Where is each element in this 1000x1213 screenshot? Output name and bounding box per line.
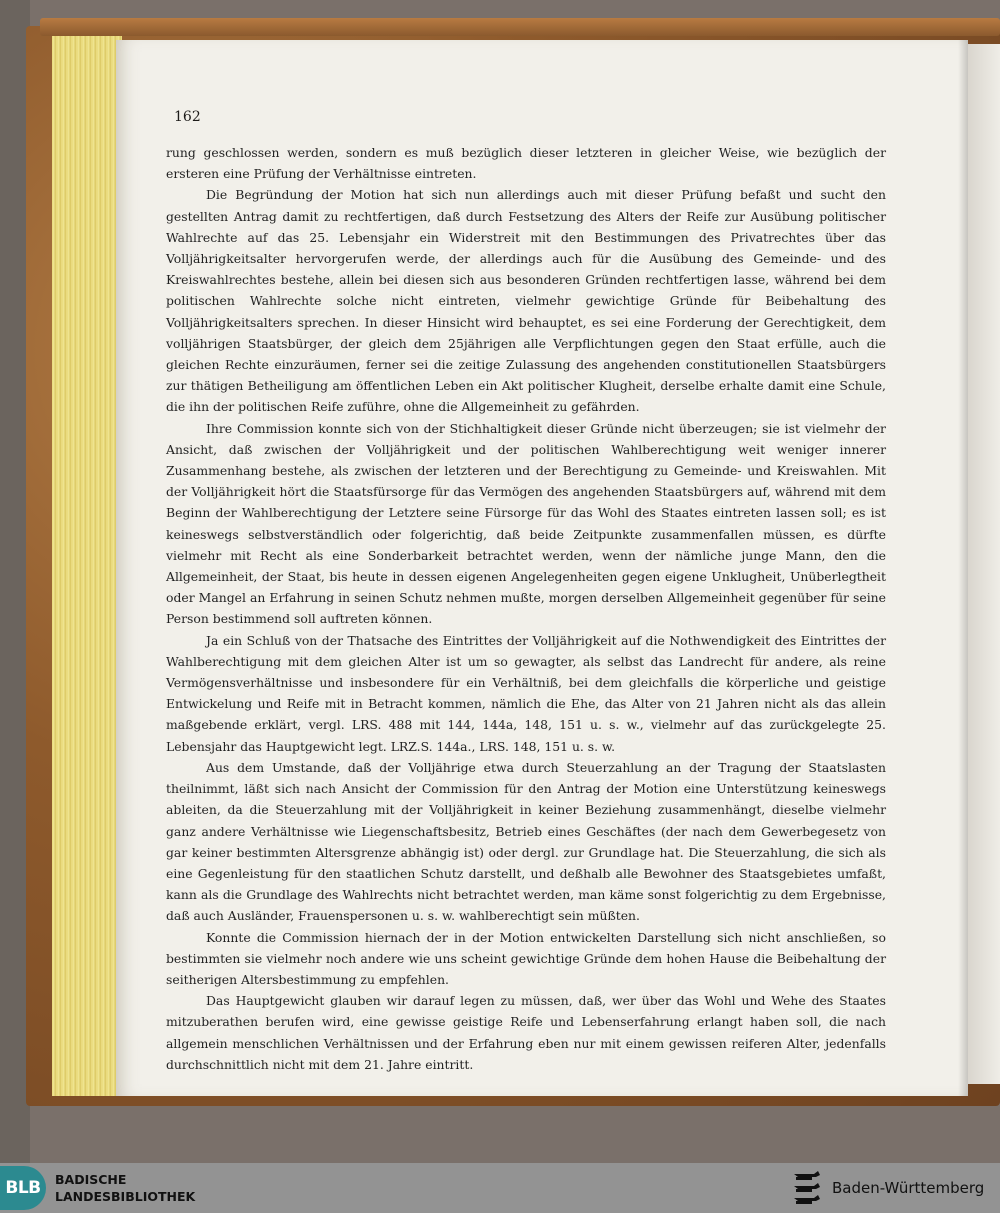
paragraph: Konnte die Commission hiernach der in der Motion entwickelten Darstellung sich nicht anschließen, so bestimmten sie vielmehr noch andere wie uns scheint gewichtige Gründe dem hohen Hause die Beibehaltung der seitherigen Altersbestimmung zu empfehlen.	[166, 929, 886, 987]
blb-logo[interactable]: BLB	[0, 1166, 46, 1210]
paragraph: rung geschlossen werden, sondern es muß bezüglich dieser letzteren in gleicher Weise, wie bezüglich der ersteren eine Prüfung der Verhältnisse eintreten.	[166, 145, 886, 182]
state-name[interactable]: Baden-Württemberg	[832, 1179, 985, 1197]
paragraph: Ja ein Schluß von der Thatsache des Eintrittes der Volljährigkeit auf die Nothwendigkeit des Eintrittes der Wahlberechtigung mit dem gleichen Alter ist um so gewagter, als selbst das Landrecht für andere, als reine Vermögensverhältnisse und insbesondere für ein Verhältniß, bei dem gleichfalls die körperliche und geistige Entwickelung und Reife mit in Betracht kommen, nämlich die Ehe, das Alter von 21 Jahren nicht als das allein maßgebende erklärt, vergl. LRS. 488 mit 144, 144a, 148, 151 u. s. w., vielmehr auf das zurückgelegte 25. Lebensjahr das Hauptgewicht legt. LRZ.S. 144a., LRS. 148, 151 u. s. w.	[166, 632, 886, 754]
page-body	[166, 142, 886, 1075]
book-cover-top-edge	[40, 18, 1000, 36]
paragraph: Das Hauptgewicht glauben wir darauf legen zu müssen, daß, wer über das Wohl und Wehe des Staates mitzuberathen berufen wird, eine gewisse geistige Reife und Lebenserfahrung erlangt haben soll, die nach allgemein menschlichen Verhältnissen und der Erfahrung eben nur mit einem gewissen reiferen Alter, jedenfalls durchschnittlich nicht mit dem 21. Jahre eintritt.	[166, 993, 886, 1072]
library-name[interactable]	[55, 1171, 195, 1205]
library-name-line2: LANDESBIBLIOTHEK	[55, 1189, 196, 1204]
paragraph: Die Begründung der Motion hat sich nun allerdings auch mit dieser Prüfung befaßt und sucht den gestellten Antrag damit zu rechtfertigen, daß durch Festsetzung des Alters der Reife zur Ausübung politischer Wahlrechte auf das 25. Lebensjahr ein Widerstreit mit den Bestimmungen des Privatrechtes über das Volljährigkeitsalter hervorgerufen werde, der allerdings auch für die Ausübung des Gemeinde- und des Kreiswahlrechtes bestehe, allein bei diesen sich aus besonderen Gründen rechtfertigen lasse, während bei dem politischen Wahlrechte solche nicht eintreten, vielmehr gewichtige Gründe für Beibehaltung des Volljährigkeitsalters sprechen. In dieser Hinsicht wird behauptet, es sei eine Forderung der Gerechtigkeit, dem volljährigen Staatsbürger, der gleich dem 25jährigen alle Verpflichtungen gegen den Staat erfülle, auch die gleichen Rechte einzuräumen, ferner sei die zeitige Zulassung des angehenden constitutionellen Staatsbürgers zur thätigen Betheiligung am öffentlichen Leben ein Akt politischer Klugheit, derselbe erhalte damit eine Schule, die ihn der politischen Reife zuführe, ohne die Allgemeinheit zu gefährden.	[166, 187, 886, 415]
library-name-line1: BADISCHE	[55, 1172, 127, 1187]
facing-page-edge	[966, 44, 1000, 1084]
page-number: 162	[174, 109, 201, 125]
three-lions-icon[interactable]	[790, 1168, 824, 1208]
paragraph: Ihre Commission konnte sich von der Stichhaltigkeit dieser Gründe nicht überzeugen; sie ist vielmehr der Ansicht, daß zwischen der Volljährigkeit und der politischen Wahlberechtigung weit weniger innerer Zusammenhang bestehe, als zwischen der letzteren und der Berechtigung zu Gemeinde- und Kreiswahlen. Mit der Volljährigkeit hört die Staatsfürsorge für das Vermögen des angehenden Staatsbürgers auf, während mit dem Beginn der Wahlberechtigung der Letztere seine Fürsorge für das Wohl des Staates eintreten lassen soll; es ist keineswegs selbstverständlich oder folgerichtig, daß beide Zeitpunkte zusammenfallen müssen, es dürfte vielmehr mit Recht als eine Sonderbarkeit betrachtet werden, wenn der nämliche junge Mann, den die Allgemeinheit, der Staat, bis heute in dessen eigenen Angelegenheiten gegen eigene Unklugheit, Unüberlegtheit oder Mangel an Erfahrung in seinen Schutz nehmen mußte, morgen derselben Allgemeinheit gegenüber für seine Person bestimmend soll auftreten können.	[166, 420, 886, 627]
gutter-shadow	[958, 40, 968, 1096]
paragraph: Aus dem Umstande, daß der Volljährige etwa durch Steuerzahlung an der Tragung der Staatslasten theilnimmt, läßt sich nach Ansicht der Commission für den Antrag der Motion eine Unterstützung keineswegs ableiten, da die Steuerzahlung mit der Volljährigkeit in keiner Beziehung zusammenhängt, dieselbe vielmehr ganz andere Verhältnisse wie Liegenschaftsbesitz, Betrieb eines Geschäftes (der nach dem Gewerbegesetz von gar keiner bestimmten Altersgrenze abhängig ist) oder dergl. zur Grundlage hat. Die Steuerzahlung, die sich als eine Gegenleistung für den staatlichen Schutz darstellt, und deßhalb alle Bewohner des Staatsgebietes umfaßt, kann als die Grundlage des Wahlrechts nicht betrachtet werden, man käme sonst folgerichtig zu dem Ergebnisse, daß auch Ausländer, Frauenspersonen u. s. w. wahlberechtigt sein müßten.	[166, 759, 886, 924]
page-edges	[52, 36, 122, 1096]
